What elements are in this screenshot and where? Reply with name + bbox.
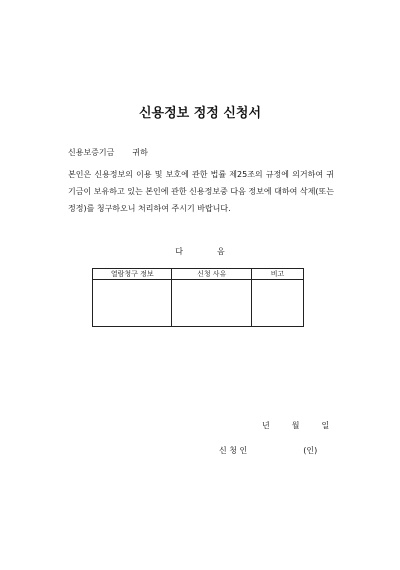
date-line: [262, 420, 329, 431]
addressee-organization: 신용보증기금: [68, 148, 115, 157]
table-header-row: [93, 269, 304, 280]
date-year-label: 년: [262, 421, 270, 430]
table-header-info: 열람청구 정보: [93, 269, 172, 280]
table-cell-remarks[interactable]: [251, 280, 303, 327]
follows-heading: 다음: [175, 247, 259, 256]
applicant-line: [219, 445, 317, 456]
request-body-text: 본인은 신용정보의 이용 및 보호에 관한 법률 제25조의 규정에 의거하여 귀 기금이 보유하고 있는 본인에 관한 신용정보중 다음 정보에 대하여 삭제(또는 정정)를 청구하오니 처리하여 주시기 바랍니다.: [68, 170, 334, 213]
request-info-table: [92, 268, 304, 327]
date-month-label: 월: [291, 421, 300, 430]
applicant-label: 신 청 인: [219, 446, 248, 455]
addressee: [68, 147, 148, 158]
table-header-reason: 신청 사유: [172, 269, 251, 280]
applicant-seal: (인): [303, 446, 318, 455]
document-title: 신용정보 정정 신청서: [138, 106, 262, 121]
table-cell-info[interactable]: [93, 280, 172, 327]
table-header-remarks: 비고: [251, 269, 303, 280]
table-cell-reason[interactable]: [172, 280, 251, 327]
date-day-label: 일: [321, 421, 330, 430]
table-row: [93, 280, 304, 327]
addressee-honorific: 귀하: [132, 148, 148, 157]
